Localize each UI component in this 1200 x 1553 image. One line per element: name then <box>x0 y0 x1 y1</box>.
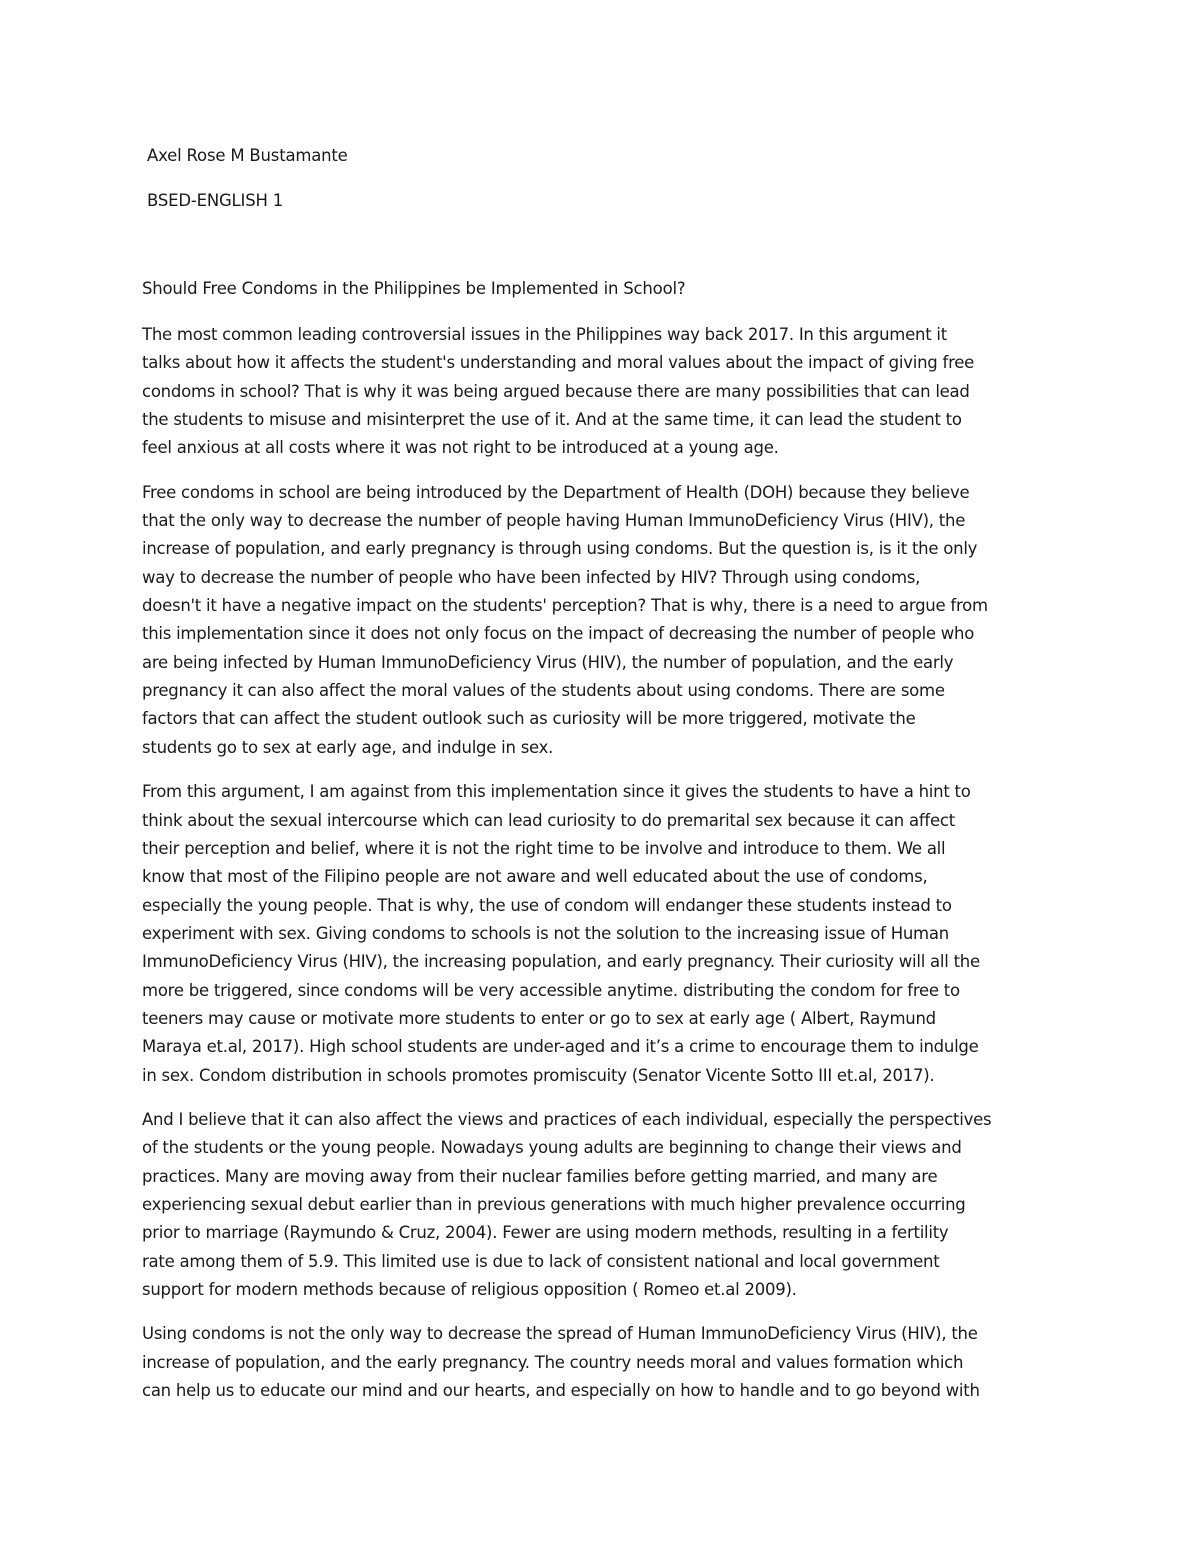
text-line: way to decrease the number of people who have been infected by HIV? Through using condoms, <box>142 567 921 587</box>
text-line: can help us to educate our mind and our hearts, and especially on how to handle and to go beyond with <box>142 1381 980 1401</box>
text-line: ImmunoDeficiency Virus (HIV), the increasing population, and early pregnancy. Their curiosity will all the <box>142 952 980 972</box>
text-line: factors that can affect the student outlook such as curiosity will be more triggered, motivate the <box>142 709 916 729</box>
text-line: pregnancy it can also affect the moral values of the students about using condoms. There are some <box>142 681 945 701</box>
text-line: And I believe that it can also affect the views and practices of each individual, especially the perspectives <box>142 1109 992 1129</box>
text-line: experiencing sexual debut earlier than in previous generations with much higher prevalence occurring <box>142 1194 966 1214</box>
text-line: especially the young people. That is why, the use of condom will endanger these students instead to <box>142 895 952 915</box>
paragraph-5 <box>142 1320 1060 1405</box>
text-line: the students to misuse and misinterpret the use of it. And at the same time, it can lead the student to <box>142 410 962 430</box>
text-line: their perception and belief, where it is not the right time to be involve and introduce to them. We all <box>142 838 946 858</box>
text-line: Maraya et.al, 2017). High school students are under-aged and it’s a crime to encourage them to indulge <box>142 1037 979 1057</box>
text-line: practices. Many are moving away from their nuclear families before getting married, and many are <box>142 1166 938 1186</box>
essay-title: Should Free Condoms in the Philippines be Implemented in School? <box>142 279 686 298</box>
text-line: talks about how it affects the student's understanding and moral values about the impact of giving free <box>142 353 975 373</box>
text-line: of the students or the young people. Nowadays young adults are beginning to change their views and <box>142 1138 962 1158</box>
course-label: BSED-ENGLISH 1 <box>147 191 284 210</box>
text-line: rate among them of 5.9. This limited use is due to lack of consistent national and local government <box>142 1251 940 1271</box>
text-line: teeners may cause or motivate more students to enter or go to sex at early age ( Albert, Raymund <box>142 1008 936 1028</box>
text-line: condoms in school? That is why it was being argued because there are many possibilities that can lead <box>142 381 970 401</box>
text-line: support for modern methods because of religious opposition ( Romeo et.al 2009). <box>142 1280 797 1299</box>
essay-body <box>142 321 1060 1421</box>
text-line: know that most of the Filipino people are not aware and well educated about the use of condoms, <box>142 867 928 887</box>
text-line: think about the sexual intercourse which can lead curiosity to do premarital sex because it can affect <box>142 810 955 830</box>
text-line: are being infected by Human ImmunoDeficiency Virus (HIV), the number of population, and the early <box>142 652 954 672</box>
paragraph-3 <box>142 778 1060 1090</box>
text-line: this implementation since it does not only focus on the impact of decreasing the number of people who <box>142 624 975 644</box>
author-name: Axel Rose M Bustamante <box>147 146 348 165</box>
paragraph-2 <box>142 479 1060 762</box>
text-line: students go to sex at early age, and indulge in sex. <box>142 737 554 757</box>
text-line: prior to marriage (Raymundo & Cruz, 2004). Fewer are using modern methods, resulting in a fertility <box>142 1223 949 1243</box>
text-line: Using condoms is not the only way to decrease the spread of Human ImmunoDeficiency Virus (HIV), the <box>142 1324 978 1344</box>
text-line: increase of population, and the early pregnancy. The country needs moral and values formation which <box>142 1352 964 1372</box>
text-line: that the only way to decrease the number of people having Human ImmunoDeficiency Virus (HIV), the <box>142 511 966 531</box>
text-line: feel anxious at all costs where it was not right to be introduced at a young age. <box>142 438 779 458</box>
text-line: more be triggered, since condoms will be very accessible anytime. distributing the condom for free to <box>142 980 960 1000</box>
text-line: doesn't it have a negative impact on the students' perception? That is why, there is a need to argue from <box>142 596 988 616</box>
text-line: From this argument, I am against from this implementation since it gives the students to have a hint to <box>142 782 971 802</box>
text-line: experiment with sex. Giving condoms to schools is not the solution to the increasing issue of Human <box>142 923 949 943</box>
text-line: The most common leading controversial issues in the Philippines way back 2017. In this argument it <box>142 325 947 344</box>
text-line: in sex. Condom distribution in schools promotes promiscuity (Senator Vicente Sotto III et.al, 2017). <box>142 1065 935 1085</box>
paragraph-4 <box>142 1106 1060 1304</box>
text-line: Free condoms in school are being introduced by the Department of Health (DOH) because they believe <box>142 482 970 502</box>
paragraph-1 <box>142 321 1060 463</box>
text-line: increase of population, and early pregnancy is through using condoms. But the question is, is it the only <box>142 539 978 559</box>
